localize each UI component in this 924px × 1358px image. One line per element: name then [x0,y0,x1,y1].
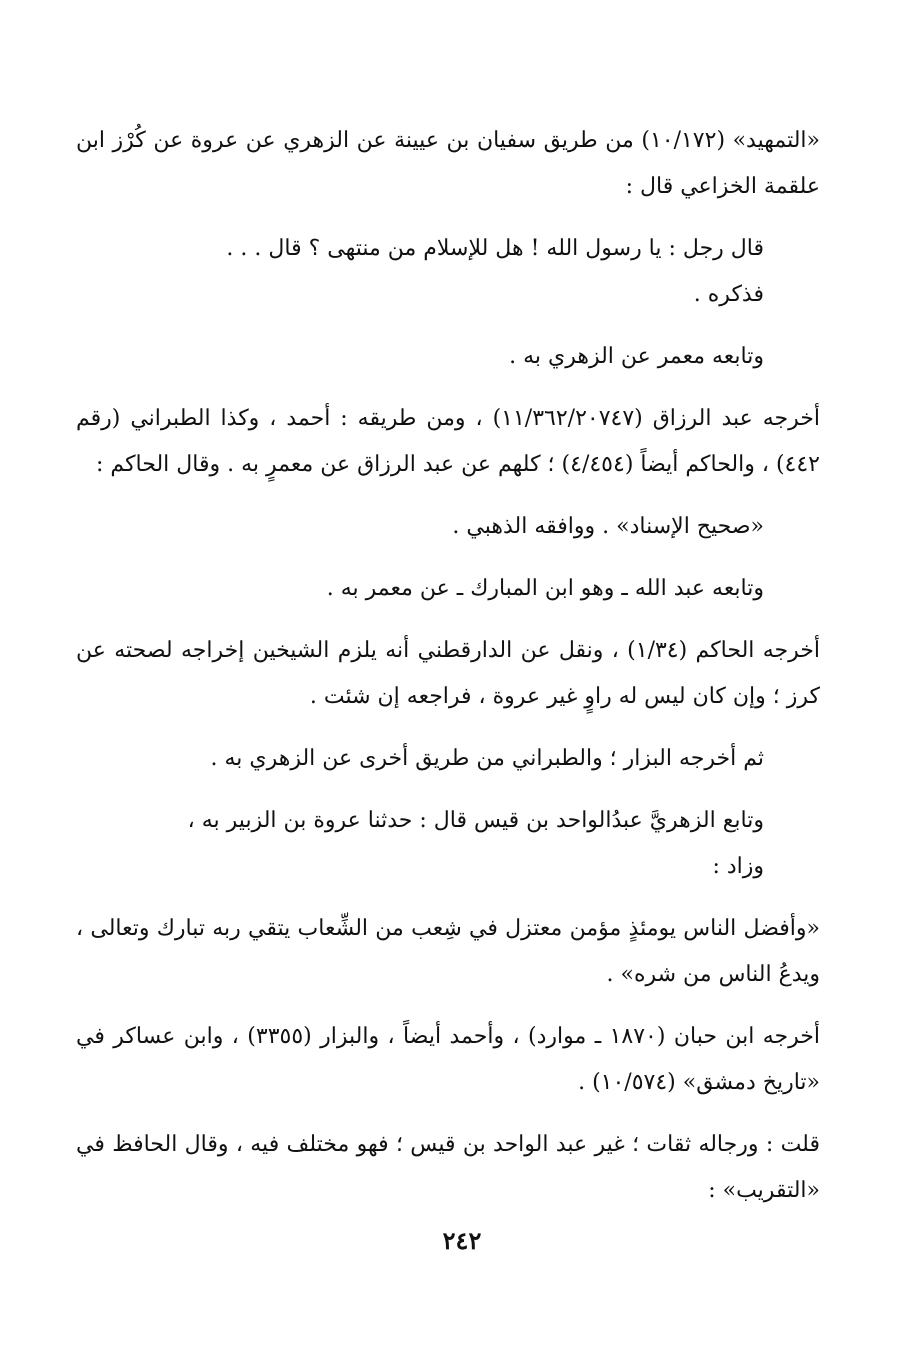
paragraph-6: وتابعه عبد الله ـ وهو ابن المبارك ـ عن معمر به . [326,576,764,601]
paragraph-1: «التمهيد» (١٠/١٧٢) من طريق سفيان بن عيينة عن الزهري عن عروة عن كُرْز ابن علقمة الخزاعي قال : [76,128,821,199]
paragraph-4: أخرجه عبد الرزاق (١١/٣٦٢/٢٠٧٤٧) ، ومن طريقه : أحمد ، وكذا الطبراني (رقم ٤٤٢) ، والحاكم أيضاً (٤/٤٥٤) ؛ كلهم عن عبد الرزاق عن معمرٍ به . وقال الحاكم : [76,406,820,477]
paragraph-11: أخرجه ابن حبان (١٨٧٠ ـ موارد) ، وأحمد أيضاً ، والبزار (٣٣٥٥) ، وابن عساكر في «تاريخ دمشق» (١٠/٥٧٤) . [76,1024,821,1095]
body-text [76,118,820,1230]
page-number: ٢٤٢ [442,1226,482,1255]
paragraph-7: أخرجه الحاكم (١/٣٤) ، ونقل عن الدارقطني أنه يلزم الشيخين إخراجه لصحته عن كرز ؛ وإن كان ليس له راوٍ غير عروة ، فراجعه إن شئت . [76,638,820,709]
paragraph-10: «وأفضل الناس يومئذٍ مؤمن معتزل في شِعب من الشِّعاب يتقي ربه تبارك وتعالى ، ويدعُ الناس من شره» . [76,916,820,987]
paragraph-8: ثم أخرجه البزار ؛ والطبراني من طريق أخرى عن الزهري به . [210,746,764,771]
paragraph-9: وتابع الزهريَّ عبدُالواحد بن قيس قال : حدثنا عروة بن الزبير به ، وزاد : [187,808,764,879]
paragraph-2: قال رجل : يا رسول الله ! هل للإسلام من منتهى ؟ قال . . . فذكره . [226,236,764,307]
paragraph-5: «صحيح الإسناد» . ووافقه الذهبي . [452,514,764,539]
paragraph-12: قلت : ورجاله ثقات ؛ غير عبد الواحد بن قيس ؛ فهو مختلف فيه ، وقال الحافظ في «التقريب» : [76,1132,820,1203]
paragraph-3: وتابعه معمر عن الزهري به . [509,344,764,369]
